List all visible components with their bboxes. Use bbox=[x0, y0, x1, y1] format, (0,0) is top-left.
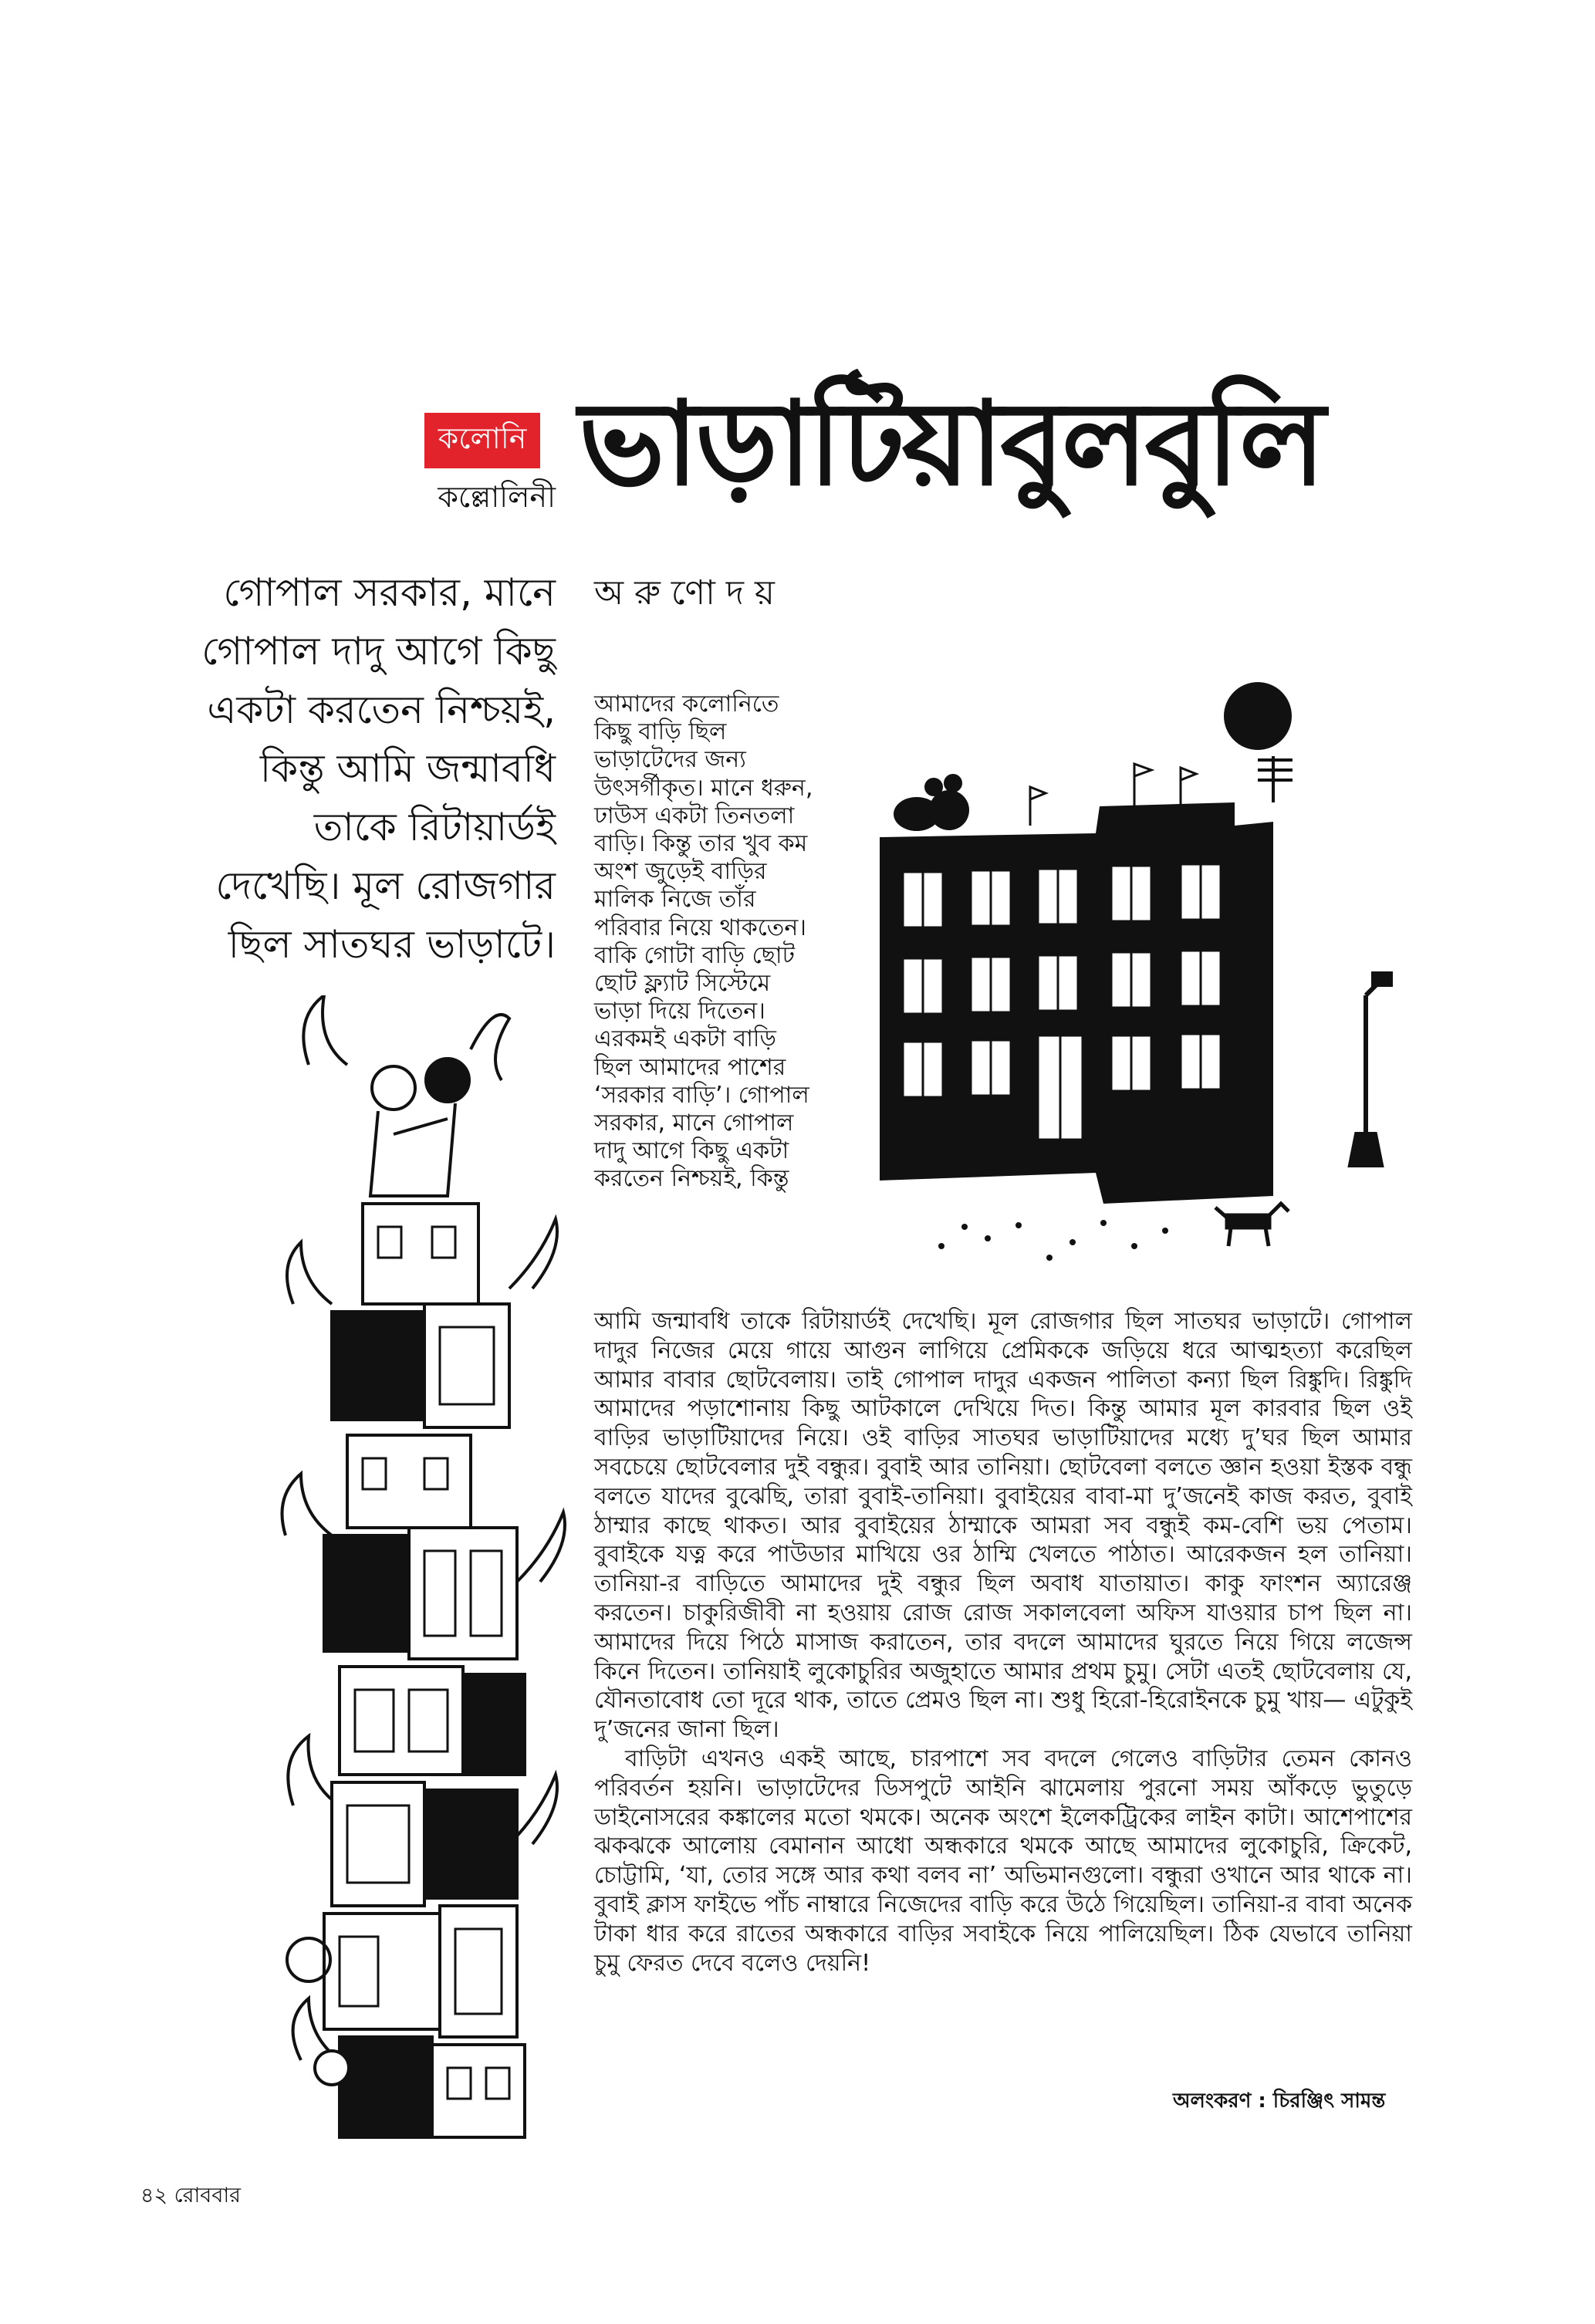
author-byline: অরুণোদয় bbox=[594, 573, 786, 613]
body-line: কিছু বাড়ি ছিল bbox=[594, 718, 727, 746]
body-line: ভাড়া দিয়ে দিতেন। bbox=[594, 998, 765, 1025]
pull-quote-line: দেখেছি। মূল রোজগার bbox=[215, 863, 556, 908]
pull-quote-line: কিন্তু আমি জন্মাবধি bbox=[259, 746, 556, 791]
pull-quote-line: তাকে রিটায়ার্ডই bbox=[313, 805, 556, 850]
illustration-credit: অলংকরণ : চিরঞ্জিৎ সামন্ত bbox=[1173, 2089, 1386, 2113]
body-paragraph: বাড়িটা এখনও একই আছে, চারপাশে সব বদলে গেলেও বাড়িটার তেমন কোনও পরিবর্তন হয়নি। ভাড়াটেদের ডিসপুটে আইনি ঝামেলায় পুরনো সময় আঁকড়ে ভুতুড়ে ডাইনোসরের কঙ্কালের মতো থমকে। অনেক অংশে ইলেকট্রিকের লাইন কাটা। আশেপাশের ঝকঝকে আলোয় বেমানান আধো অন্ধকারে থমকে আছে আমাদের লুকোচুরি, ক্রিকেট, চোট্টামি, ‘যা, তোর সঙ্গে আর কথা বলব না’ অভিমানগুলো। বন্ধুরা ওখানে আর থাকে না। বুবাই ক্লাস ফাইভে পাঁচ নাম্বারে নিজেদের বাড়ি করে উঠে গিয়েছিল। তানিয়া-র বাবা অনেক টাকা ধার করে রাতের অন্ধকারে বাড়ির সবাইকে নিয়ে পালিয়েছিল। ঠিক যেভাবে তানিয়া চুমু ফেরত দেবে বলেও দেয়নি! bbox=[594, 1745, 1412, 1977]
tower-of-houses-illustration bbox=[278, 995, 586, 2153]
article-title: ভাড়াটিয়াবুলবুলি bbox=[579, 377, 1323, 512]
sun-icon bbox=[1224, 682, 1292, 750]
body-line: আমাদের কলোনিতে bbox=[594, 691, 779, 718]
section-tag: কলোনি bbox=[424, 413, 540, 468]
pull-quote-line: ছিল সাতঘর ভাড়াটে। bbox=[228, 922, 556, 967]
page-folio: ৪২ রোববার bbox=[140, 2184, 242, 2207]
pull-quote bbox=[139, 563, 556, 974]
lamp-post-icon bbox=[1350, 974, 1391, 1165]
body-narrow-column bbox=[594, 691, 841, 1194]
antenna-icon bbox=[1258, 756, 1293, 802]
embracing-couple bbox=[370, 1059, 469, 1196]
body-line: এরকমই একটা বাড়ি bbox=[594, 1025, 776, 1053]
body-line: ঢাউস একটা তিনতলা bbox=[594, 802, 795, 829]
body-main-column bbox=[594, 1307, 1412, 1978]
pull-quote-line: একটা করতেন নিশ্চয়ই, bbox=[207, 687, 556, 732]
body-line: ছিল আমাদের পাশের bbox=[594, 1053, 786, 1081]
body-line: অংশ জুড়েই বাড়ির bbox=[594, 858, 767, 886]
body-line: ‘সরকার বাড়ি’। গোপাল bbox=[594, 1081, 809, 1109]
clock-icon bbox=[315, 2051, 349, 2085]
body-line: ছোট ফ্ল্যাট সিস্টেমে bbox=[594, 970, 771, 998]
body-line: বাড়ি। কিন্তু তার খুব কম bbox=[594, 830, 808, 858]
body-line: ভাড়াটেদের জন্য bbox=[594, 746, 746, 774]
ground-specks bbox=[938, 1220, 1168, 1261]
body-paragraph: আমি জন্মাবধি তাকে রিটায়ার্ডই দেখেছি। মূল রোজগার ছিল সাতঘর ভাড়াটে। গোপাল দাদুর নিজের মেয়ে গায়ে আগুন লাগিয়ে প্রেমিককে জড়িয়ে ধরে আত্মহত্যা করেছিল আমার বাবার ছোটবেলায়। তাই গোপাল দাদুর একজন পালিতা কন্যা ছিল রিঙ্কুদি। রিঙ্কুদি আমাদের পড়াশোনায় কিছু আটকালে দেখিয়ে দিত। কিন্তু আমার মূল কারবার ছিল ওই বাড়ির ভাড়াটিয়াদের নিয়ে। ওই বাড়ির সাতঘর ভাড়াটিয়াদের মধ্যে দু’ঘর ছিল আমার সবচেয়ে ছোটবেলার দুই বন্ধুর। বুবাই আর তানিয়া। ছোটবেলা বলতে জ্ঞান হওয়া ইস্তক বন্ধু বলতে যাদের বুঝেছি, তারা বুবাই-তানিয়া। বুবাইয়ের বাবা-মা দু’জনেই কাজ করত, বুবাই ঠাম্মার কাছে থাকত। আর বুবাইয়ের ঠাম্মাকে আমরা সব বন্ধুই কম-বেশি ভয় পেতাম। বুবাইকে যত্ন করে পাউডার মাখিয়ে ওর ঠাম্মি খেলতে পাঠাত। আরেকজন হল তানিয়া। তানিয়া-র বাড়িতে আমাদের দুই বন্ধুর ছিল অবাধ যাতায়াত। কাকু ফাংশন অ্যারেঞ্জ করতেন। চাকুরিজীবী না হওয়ায় রোজ রোজ সকালবেলা অফিস যাওয়ার চাপ ছিল না। আমাদের দিয়ে পিঠে মাসাজ করাতেন, তার বদলে আমাদের ঘুরতে নিয়ে গিয়ে লজেন্স কিনে দিতেন। তানিয়াই লুকোচুরির অজুহাতে আমার প্রথম চুমু। সেটা এতই ছোটবেলায় যে, যৌনতাবোধ তো দূরে থাক, তাতে প্রেমও ছিল না। শুধু হিরো-হিরোইনকে চুমু খায়— এটুকুই দু’জনের জানা ছিল। bbox=[594, 1308, 1412, 1744]
body-line: দাদু আগে কিছু একটা bbox=[594, 1137, 789, 1165]
pull-quote-line: গোপাল দাদু আগে কিছু bbox=[201, 629, 556, 674]
dog-icon bbox=[1215, 1204, 1289, 1246]
body-line: মালিক নিজে তাঁর bbox=[594, 886, 756, 914]
section-subtitle: কল্লোলিনী bbox=[438, 480, 556, 514]
body-line: উৎসর্গীকৃত। মানে ধরুন, bbox=[594, 774, 813, 802]
body-line: পরিবার নিয়ে থাকতেন। bbox=[594, 914, 806, 941]
body-line: করতেন নিশ্চয়ই, কিন্তু bbox=[594, 1165, 789, 1193]
body-line: সরকার, মানে গোপাল bbox=[594, 1110, 794, 1137]
rooftop-figures bbox=[894, 774, 969, 831]
pull-quote-line: গোপাল সরকার, মানে bbox=[223, 570, 556, 615]
building-illustration bbox=[872, 671, 1443, 1273]
body-line: বাকি গোটা বাড়ি ছোট bbox=[594, 941, 795, 969]
